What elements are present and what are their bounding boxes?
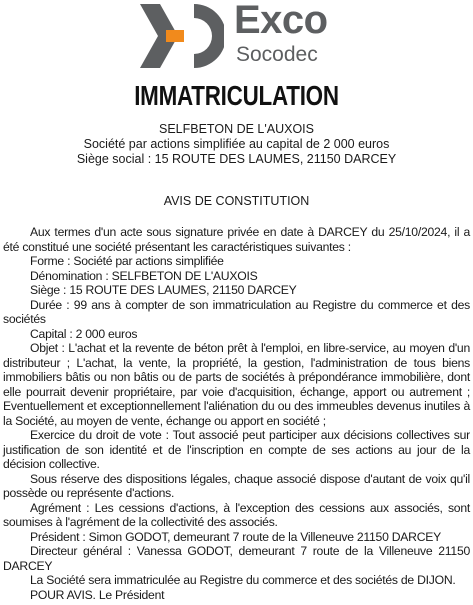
- paragraph-objet: Objet : L'achat et la revente de béton prêt à l'emploi, en libre-service, au moyen d'un distributeur ; L'achat, la vente, la propriété, la gestion, l'administration de tous biens immobiliers bâtis ou non bâtis ou de parts de sociétés à prépondérance immobilière, dont elle pourrait devenir propriétaire, par voie d'acquisition, échange, apport ou autrement ; Eventuellement et exceptionnellement l'aliénation du ou des immeubles devenus inutiles à la Société, au moyen de vente, échange ou apport en société ;: [3, 341, 470, 428]
- notice-body: [3, 225, 470, 602]
- exco-logo-mark-icon: [140, 4, 224, 68]
- company-form-capital: Société par actions simplifiée au capital de 2 000 euros: [83, 137, 390, 151]
- paragraph-directeur-general: Directeur général : Vanessa GODOT, demeurant 7 route de la Villeneuve 21150 DARCEY: [3, 544, 470, 573]
- paragraph-immatriculation: La Société sera immatriculée au Registre du commerce et des sociétés de DIJON.: [30, 573, 456, 587]
- company-name: SELFBETON DE L'AUXOIS: [159, 122, 314, 136]
- paragraph-capital: Capital : 2 000 euros: [30, 326, 138, 341]
- company-siege: Siège social : 15 ROUTE DES LAUMES, 21150 DARCEY: [76, 152, 397, 166]
- avis-title: AVIS DE CONSTITUTION: [163, 194, 310, 208]
- paragraph-denomination: Dénomination : SELFBETON DE L'AUXOIS: [30, 268, 258, 283]
- paragraph-signature: POUR AVIS. Le Président: [30, 587, 165, 602]
- paragraph-agrement: Agrément : Les cessions d'actions, à l'exception des cessions aux associés, sont soumises à l'agrément de la collectivité des associés.: [3, 500, 470, 529]
- logo-brand-text: Exco: [234, 0, 328, 42]
- page-title: IMMATRICULATION: [134, 80, 339, 111]
- exco-socodec-logo: [140, 0, 336, 70]
- company-header: [0, 122, 473, 167]
- paragraph-intro: Aux termes d'un acte sous signature privée en date à DARCEY du 25/10/2024, il a été constitué une société présentant les caractéristiques suivantes :: [3, 225, 470, 254]
- paragraph-forme: Forme : Société par actions simplifiée: [30, 254, 224, 268]
- paragraph-droit-de-vote: Exercice du droit de vote : Tout associé peut participer aux décisions collectives sur justification de son identité et de l'inscription en compte de ses actions au jour de la décision collective.: [3, 428, 470, 471]
- paragraph-siege: Siège : 15 ROUTE DES LAUMES, 21150 DARCEY: [30, 283, 297, 297]
- paragraph-president: Président : Simon GODOT, demeurant 7 route de la Villeneuve 21150 DARCEY: [30, 529, 442, 544]
- paragraph-voix: Sous réserve des dispositions légales, chaque associé dispose d'autant de voix qu'il possède ou représente d'actions.: [3, 471, 470, 500]
- logo-sub-text: Socodec: [236, 43, 318, 66]
- paragraph-duree: Durée : 99 ans à compter de son immatriculation au Registre du commerce et des sociétés: [3, 297, 470, 326]
